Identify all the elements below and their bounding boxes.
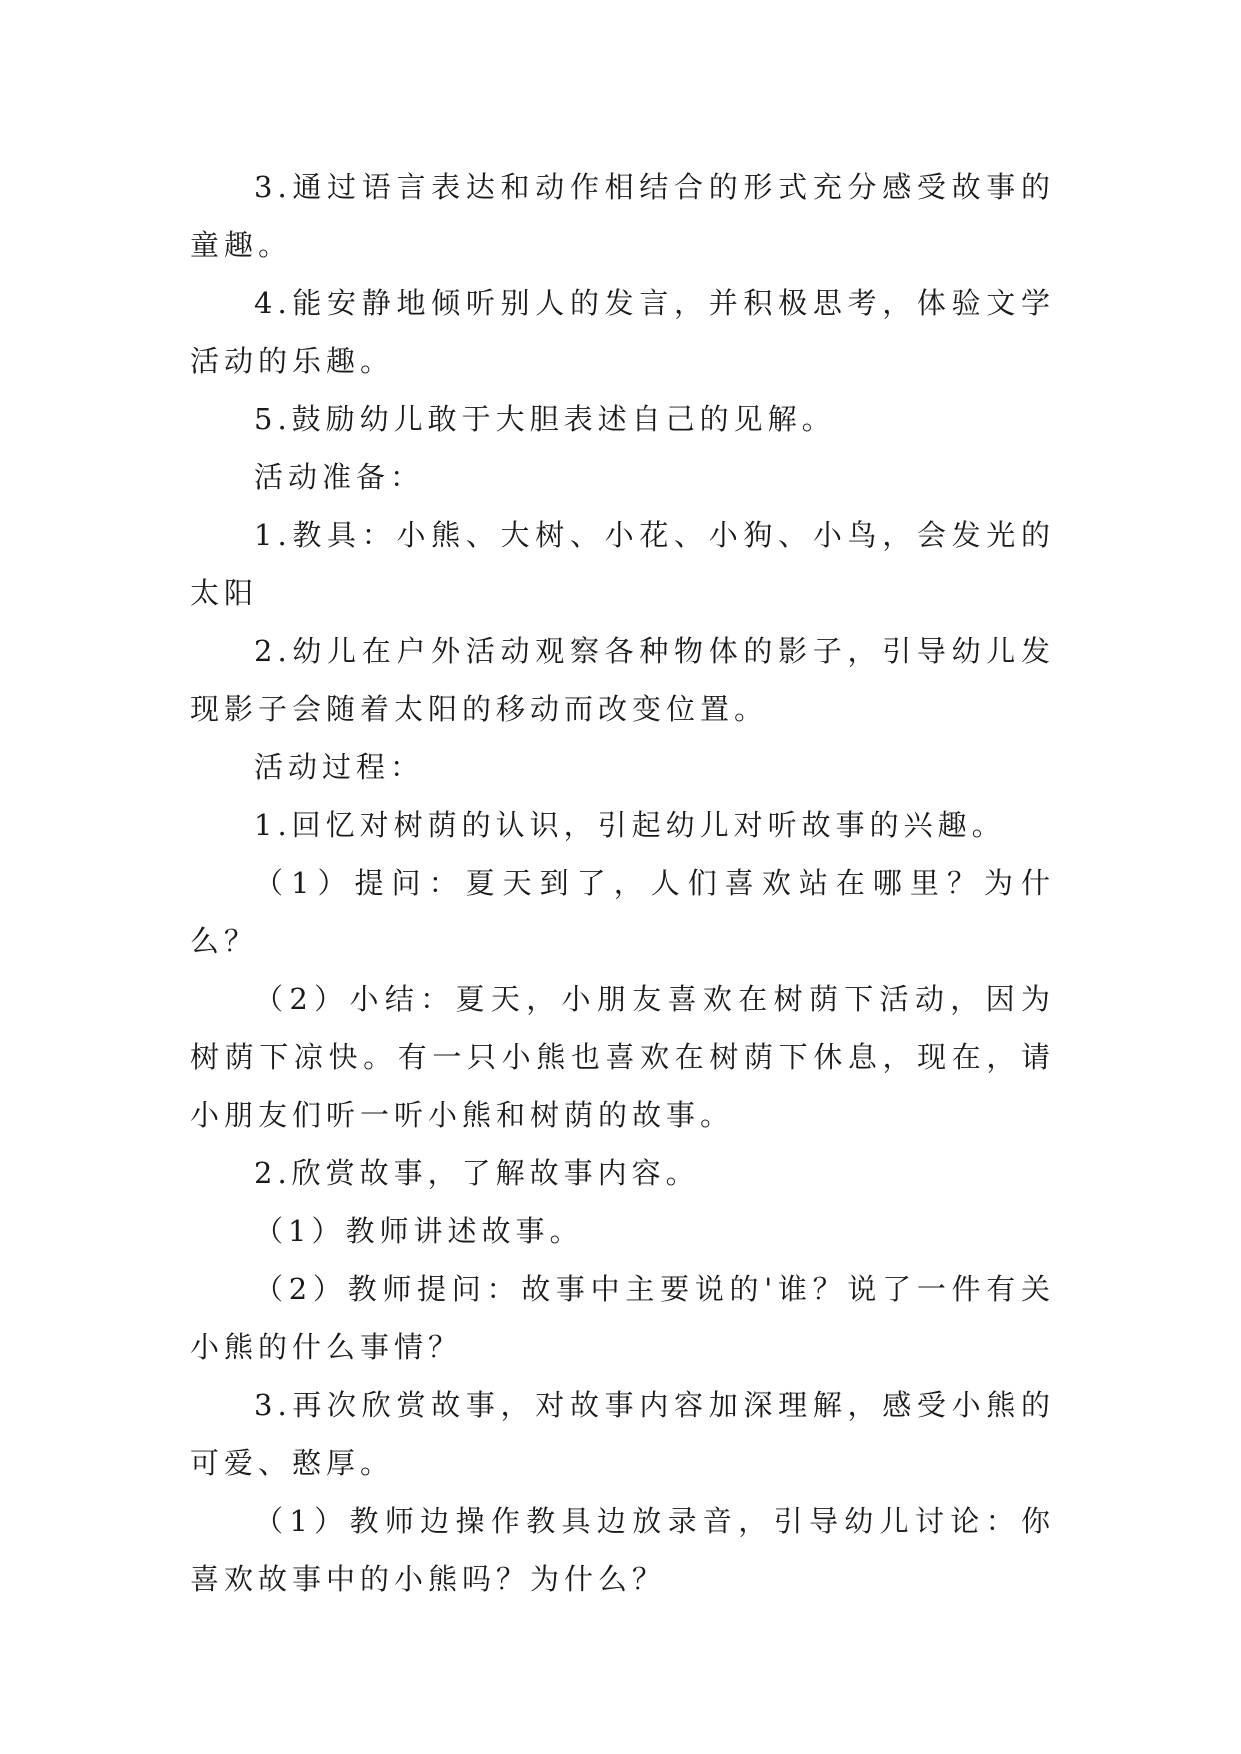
paragraph-step-2: 2.欣赏故事，了解故事内容。	[254, 1156, 700, 1190]
paragraph-goal-5: 5.鼓励幼儿敢于大胆表述自己的见解。	[254, 402, 836, 436]
paragraph-goal-4: 4.能安静地倾听别人的发言，并积极思考，体验文学活动的乐趣。	[190, 286, 1055, 378]
paragraph-step-3-sub-1: （1）教师边操作教具边放录音，引导幼儿讨论：你喜欢故事中的小熊吗？为什么？	[190, 1504, 1055, 1596]
paragraph-step-1-sub-1: （1）提问：夏天到了，人们喜欢站在哪里？为什么？	[190, 866, 1055, 958]
paragraph-prep-1: 1.教具：小熊、大树、小花、小狗、小鸟，会发光的太阳	[190, 518, 1055, 610]
paragraph-step-2-sub-2: （2）教师提问：故事中主要说的'谁？说了一件有关小熊的什么事情？	[190, 1272, 1055, 1364]
paragraph-step-1: 1.回忆对树荫的认识，引起幼儿对听故事的兴趣。	[254, 808, 1006, 842]
paragraph-step-2-sub-1: （1）教师讲述故事。	[254, 1214, 584, 1248]
paragraph-goal-3: 3.通过语言表达和动作相结合的形式充分感受故事的童趣。	[190, 170, 1055, 262]
paragraph-prep-2: 2.幼儿在户外活动观察各种物体的影子，引导幼儿发现影子会随着太阳的移动而改变位置。	[190, 634, 1055, 726]
paragraph-step-1-sub-2: （2）小结：夏天，小朋友喜欢在树荫下活动，因为树荫下凉快。有一只小熊也喜欢在树荫下休息，现在，请小朋友们听一听小熊和树荫的故事。	[190, 982, 1055, 1132]
paragraph-step-3: 3.再次欣赏故事，对故事内容加深理解，感受小熊的可爱、憨厚。	[190, 1388, 1055, 1480]
section-heading-preparation: 活动准备：	[254, 460, 425, 494]
section-heading-process: 活动过程：	[254, 750, 425, 784]
document-body	[190, 158, 1055, 1608]
